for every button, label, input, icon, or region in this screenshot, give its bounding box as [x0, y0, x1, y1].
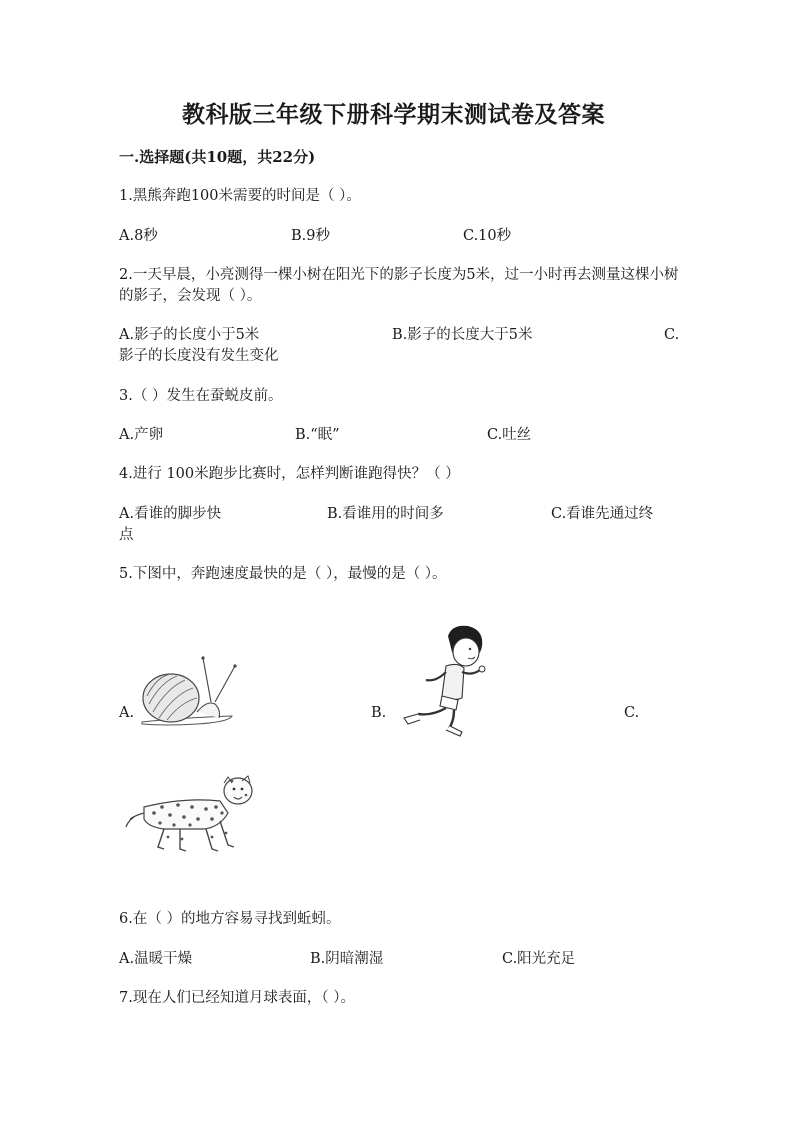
question-3-option-c: C.吐丝 [487, 427, 532, 443]
question-2-option-c-text: 影子的长度没有发生变化 [119, 348, 279, 364]
question-4-option-c: C.看谁先通过终 [551, 506, 654, 522]
question-4-option-a: A.看谁的脚步快 [119, 506, 222, 522]
question-3-option-b: B.“眠” [295, 427, 340, 443]
running-boy-image [396, 622, 491, 740]
snail-image [137, 652, 237, 727]
question-2-option-b: B.影子的长度大于5米 [392, 327, 533, 343]
question-4-option-b: B.看谁用的时间多 [327, 506, 444, 522]
question-5-option-c: C. [624, 705, 640, 721]
question-6-option-b: B.阴暗潮湿 [310, 951, 384, 967]
question-4-option-c-cont: 点 [119, 527, 134, 543]
question-5-option-b: B. [371, 705, 387, 721]
question-3-stem: 3.（ ）发生在蚕蜕皮前。 [119, 388, 283, 404]
question-5-stem: 5.下图中，奔跑速度最快的是（ ），最慢的是（ ）。 [119, 566, 447, 582]
question-2-option-c-label: C. [664, 327, 680, 343]
question-2-option-a: A.影子的长度小于5米 [119, 327, 260, 343]
question-6-option-c: C.阳光充足 [502, 951, 576, 967]
question-2-stem: 2.一天早晨，小亮测得一棵小树在阳光下的影子长度为5米，过一小时再去测量这棵小树的影子，会发现（ ）。 [119, 267, 679, 304]
question-5-option-a: A. [119, 705, 135, 721]
question-3-option-a: A.产卵 [119, 427, 164, 443]
question-1-option-c: C.10秒 [463, 228, 512, 244]
question-7-stem: 7.现在人们已经知道月球表面，（ ）。 [119, 990, 355, 1006]
page-title: 教科版三年级下册科学期末测试卷及答案 [182, 101, 605, 128]
cheetah-image [124, 773, 256, 855]
question-4-stem: 4.进行 100米跑步比赛时，怎样判断谁跑得快？（ ） [119, 466, 460, 482]
question-6-option-a: A.温暖干燥 [119, 951, 193, 967]
section-heading: 一.选择题(共10题，共22分) [119, 148, 316, 166]
question-6-stem: 6.在（ ）的地方容易寻找到蚯蚓。 [119, 911, 341, 927]
question-1-stem: 1.黑熊奔跑100米需要的时间是（ ）。 [119, 188, 361, 204]
question-1-option-a: A.8秒 [119, 228, 158, 244]
question-1-option-b: B.9秒 [291, 228, 330, 244]
